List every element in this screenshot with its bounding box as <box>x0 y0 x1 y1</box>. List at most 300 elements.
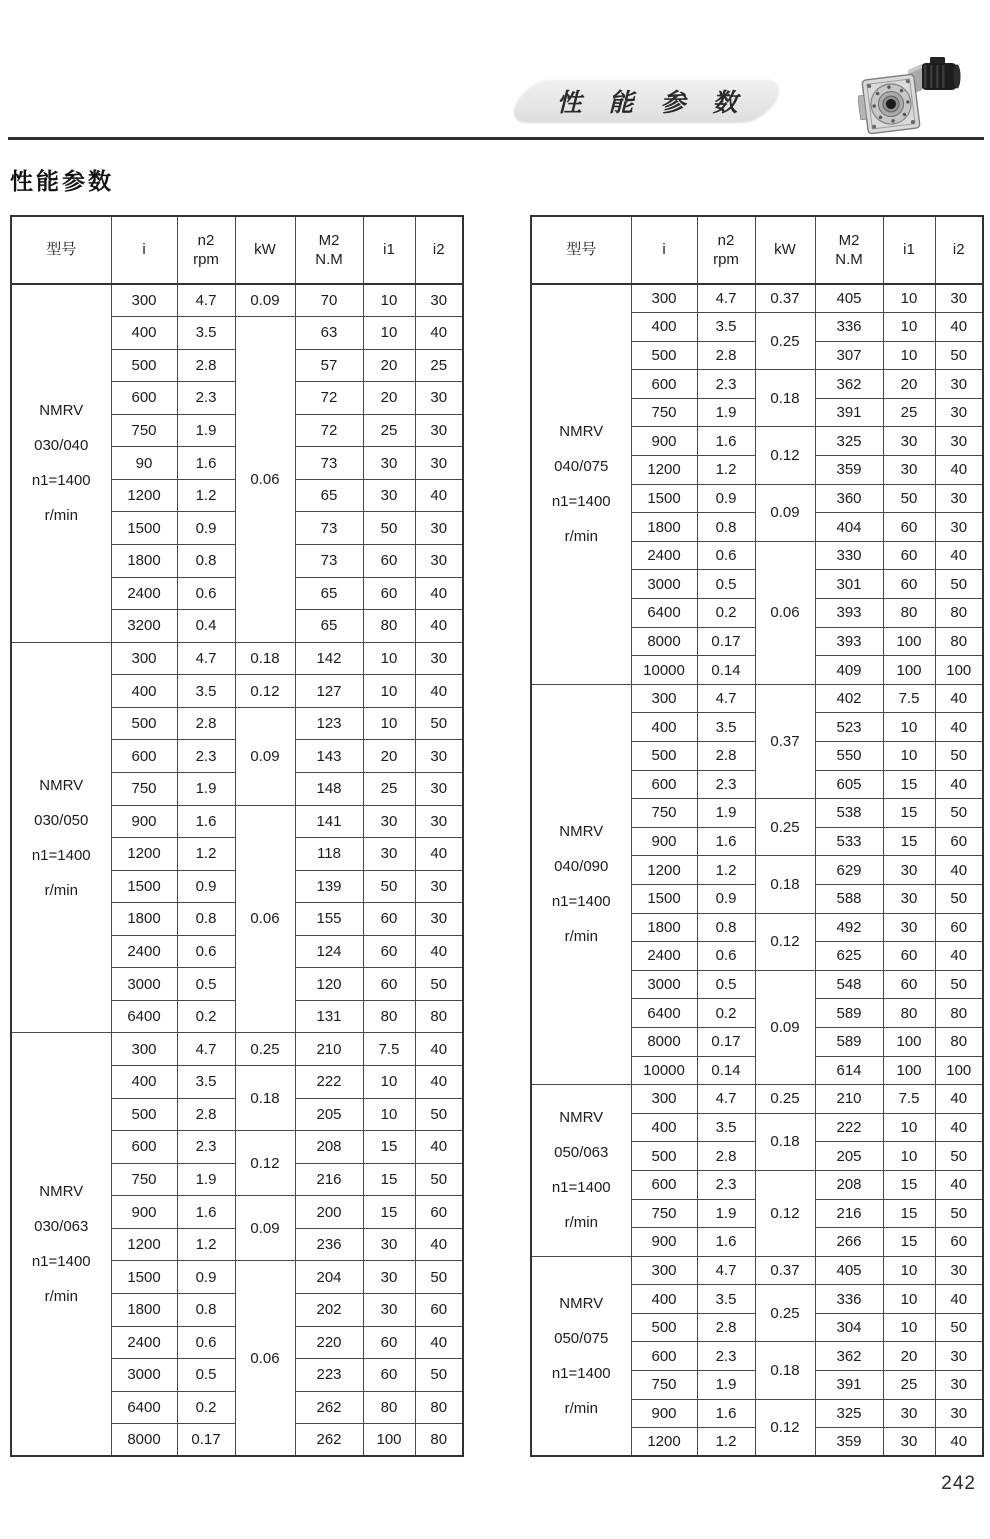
cell-kw: 0.06 <box>235 317 295 643</box>
cell-m2: 139 <box>295 870 363 903</box>
cell-m2: 142 <box>295 642 363 675</box>
cell-i2: 50 <box>935 1199 983 1228</box>
cell-n2: 0.8 <box>177 545 235 578</box>
cell-i: 400 <box>631 1113 697 1142</box>
cell-i: 6400 <box>111 1000 177 1033</box>
cell-i1: 100 <box>883 627 935 656</box>
cell-i1: 60 <box>363 1326 415 1359</box>
cell-n2: 0.9 <box>177 512 235 545</box>
cell-i1: 30 <box>883 456 935 485</box>
cell-i1: 10 <box>363 284 415 317</box>
cell-i: 1500 <box>111 512 177 545</box>
cell-i1: 15 <box>883 1170 935 1199</box>
cell-i1: 50 <box>883 484 935 513</box>
banner-title: 性 能 参 数 <box>556 88 748 117</box>
cell-i1: 20 <box>883 370 935 399</box>
cell-i1: 30 <box>363 1228 415 1261</box>
cell-kw: 0.09 <box>755 484 815 541</box>
table-row <box>11 1033 463 1066</box>
cell-i2: 30 <box>415 512 463 545</box>
cell-m2: 589 <box>815 1027 883 1056</box>
cell-m2: 405 <box>815 284 883 313</box>
cell-n2: 3.5 <box>177 317 235 350</box>
cell-i2: 50 <box>935 341 983 370</box>
cell-i: 300 <box>631 684 697 713</box>
table-row <box>11 284 463 317</box>
cell-n2: 1.6 <box>697 1228 755 1257</box>
cell-i: 3000 <box>631 970 697 999</box>
cell-i1: 100 <box>883 656 935 685</box>
cell-i2: 30 <box>935 1256 983 1285</box>
cell-m2: 393 <box>815 599 883 628</box>
cell-n2: 1.2 <box>697 456 755 485</box>
cell-i1: 10 <box>883 1113 935 1142</box>
cell-i1: 10 <box>883 742 935 771</box>
cell-i: 750 <box>631 1371 697 1400</box>
cell-i2: 40 <box>935 1085 983 1114</box>
cell-n2: 2.3 <box>177 740 235 773</box>
cell-i2: 50 <box>935 1313 983 1342</box>
column-header-model: 型号 <box>531 216 631 284</box>
cell-m2: 492 <box>815 913 883 942</box>
cell-n2: 1.9 <box>177 772 235 805</box>
model-cell: NMRV 050/063 n1=1400 r/min <box>531 1085 631 1257</box>
cell-i1: 10 <box>883 713 935 742</box>
cell-m2: 124 <box>295 935 363 968</box>
cell-m2: 336 <box>815 1285 883 1314</box>
cell-i1: 25 <box>883 1371 935 1400</box>
cell-i1: 10 <box>363 317 415 350</box>
cell-i: 300 <box>631 1256 697 1285</box>
cell-i1: 60 <box>363 577 415 610</box>
cell-n2: 0.17 <box>177 1424 235 1457</box>
cell-i1: 30 <box>363 1293 415 1326</box>
table-row <box>531 284 983 313</box>
cell-m2: 148 <box>295 772 363 805</box>
cell-i: 750 <box>631 1199 697 1228</box>
cell-m2: 262 <box>295 1391 363 1424</box>
cell-i1: 100 <box>363 1424 415 1457</box>
header-row <box>11 216 463 284</box>
cell-n2: 4.7 <box>697 684 755 713</box>
cell-i: 3000 <box>111 968 177 1001</box>
cell-i2: 40 <box>935 942 983 971</box>
cell-m2: 131 <box>295 1000 363 1033</box>
cell-m2: 262 <box>295 1424 363 1457</box>
cell-i: 2400 <box>111 935 177 968</box>
cell-i1: 30 <box>363 447 415 480</box>
cell-n2: 0.6 <box>697 541 755 570</box>
cell-i: 400 <box>631 713 697 742</box>
cell-n2: 1.6 <box>177 1196 235 1229</box>
cell-m2: 336 <box>815 313 883 342</box>
cell-kw: 0.09 <box>755 970 815 1084</box>
cell-i1: 10 <box>363 642 415 675</box>
cell-m2: 391 <box>815 1371 883 1400</box>
column-header-i1: i1 <box>363 216 415 284</box>
model-cell: NMRV 030/050 n1=1400 r/min <box>11 642 111 1033</box>
cell-i2: 30 <box>415 642 463 675</box>
cell-i: 600 <box>111 382 177 415</box>
cell-kw: 0.18 <box>755 1113 815 1170</box>
cell-i: 300 <box>111 1033 177 1066</box>
cell-i1: 30 <box>363 1261 415 1294</box>
cell-i: 1200 <box>111 1228 177 1261</box>
cell-i2: 30 <box>415 903 463 936</box>
cell-i1: 10 <box>883 1256 935 1285</box>
cell-i1: 30 <box>883 1428 935 1457</box>
cell-i2: 30 <box>415 284 463 317</box>
cell-i: 300 <box>111 284 177 317</box>
cell-n2: 0.9 <box>697 484 755 513</box>
cell-kw: 0.06 <box>755 541 815 684</box>
cell-i: 900 <box>111 1196 177 1229</box>
cell-i1: 20 <box>363 740 415 773</box>
cell-i2: 40 <box>415 935 463 968</box>
cell-n2: 1.2 <box>177 1228 235 1261</box>
cell-n2: 0.4 <box>177 610 235 643</box>
cell-i2: 50 <box>935 799 983 828</box>
cell-i1: 20 <box>883 1342 935 1371</box>
column-header-m2: M2 N.M <box>815 216 883 284</box>
cell-i2: 30 <box>935 1371 983 1400</box>
cell-kw: 0.25 <box>755 799 815 856</box>
cell-m2: 65 <box>295 577 363 610</box>
cell-i: 6400 <box>631 999 697 1028</box>
cell-n2: 1.6 <box>697 827 755 856</box>
cell-i1: 15 <box>883 827 935 856</box>
cell-i: 1500 <box>111 1261 177 1294</box>
cell-i2: 40 <box>935 456 983 485</box>
cell-kw: 0.18 <box>755 856 815 913</box>
cell-n2: 0.9 <box>697 884 755 913</box>
cell-m2: 63 <box>295 317 363 350</box>
cell-m2: 588 <box>815 884 883 913</box>
cell-m2: 222 <box>295 1066 363 1099</box>
cell-i2: 60 <box>935 827 983 856</box>
cell-i: 600 <box>631 1342 697 1371</box>
cell-i1: 10 <box>883 313 935 342</box>
cell-m2: 141 <box>295 805 363 838</box>
cell-i1: 60 <box>883 513 935 542</box>
cell-m2: 405 <box>815 1256 883 1285</box>
cell-n2: 3.5 <box>697 1285 755 1314</box>
cell-m2: 236 <box>295 1228 363 1261</box>
cell-n2: 3.5 <box>177 675 235 708</box>
cell-n2: 0.8 <box>697 513 755 542</box>
cell-i: 900 <box>631 1228 697 1257</box>
cell-i: 10000 <box>631 656 697 685</box>
cell-i2: 50 <box>935 1142 983 1171</box>
cell-i: 90 <box>111 447 177 480</box>
cell-i2: 80 <box>935 999 983 1028</box>
cell-m2: 123 <box>295 707 363 740</box>
column-header-n2: n2 rpm <box>177 216 235 284</box>
cell-m2: 222 <box>815 1113 883 1142</box>
column-header-kw: kW <box>235 216 295 284</box>
cell-i1: 60 <box>363 903 415 936</box>
cell-i2: 30 <box>415 414 463 447</box>
cell-m2: 266 <box>815 1228 883 1257</box>
cell-i2: 100 <box>935 1056 983 1085</box>
cell-i: 3000 <box>111 1359 177 1392</box>
cell-i: 6400 <box>111 1391 177 1424</box>
cell-m2: 360 <box>815 484 883 513</box>
cell-i2: 30 <box>415 740 463 773</box>
cell-m2: 120 <box>295 968 363 1001</box>
cell-i2: 80 <box>935 1027 983 1056</box>
cell-m2: 614 <box>815 1056 883 1085</box>
cell-n2: 1.9 <box>177 1163 235 1196</box>
table-row <box>531 1085 983 1114</box>
cell-i2: 40 <box>415 479 463 512</box>
cell-m2: 605 <box>815 770 883 799</box>
cell-i1: 10 <box>883 284 935 313</box>
cell-i: 2400 <box>631 942 697 971</box>
cell-n2: 0.17 <box>697 627 755 656</box>
cell-i: 600 <box>111 740 177 773</box>
cell-m2: 73 <box>295 447 363 480</box>
cell-i2: 40 <box>415 610 463 643</box>
cell-n2: 0.5 <box>177 968 235 1001</box>
cell-i2: 25 <box>415 349 463 382</box>
cell-m2: 204 <box>295 1261 363 1294</box>
tables-container <box>10 215 984 1457</box>
cell-i1: 15 <box>363 1196 415 1229</box>
cell-m2: 304 <box>815 1313 883 1342</box>
cell-n2: 4.7 <box>697 1085 755 1114</box>
cell-i1: 20 <box>363 382 415 415</box>
column-header-i: i <box>111 216 177 284</box>
cell-i2: 50 <box>415 1359 463 1392</box>
cell-m2: 127 <box>295 675 363 708</box>
cell-kw: 0.09 <box>235 284 295 317</box>
cell-m2: 205 <box>815 1142 883 1171</box>
cell-i2: 100 <box>935 656 983 685</box>
cell-m2: 143 <box>295 740 363 773</box>
column-header-model: 型号 <box>11 216 111 284</box>
cell-n2: 0.14 <box>697 656 755 685</box>
cell-i1: 80 <box>363 1000 415 1033</box>
cell-i1: 15 <box>363 1131 415 1164</box>
cell-n2: 0.2 <box>177 1000 235 1033</box>
cell-kw: 0.12 <box>235 675 295 708</box>
cell-kw: 0.18 <box>755 370 815 427</box>
cell-n2: 0.2 <box>177 1391 235 1424</box>
cell-i: 500 <box>111 349 177 382</box>
cell-n2: 3.5 <box>697 713 755 742</box>
cell-m2: 65 <box>295 479 363 512</box>
cell-kw: 0.18 <box>235 642 295 675</box>
cell-i2: 50 <box>415 968 463 1001</box>
cell-i1: 10 <box>883 341 935 370</box>
cell-m2: 208 <box>815 1170 883 1199</box>
cell-i1: 100 <box>883 1056 935 1085</box>
cell-n2: 2.3 <box>697 370 755 399</box>
cell-n2: 0.6 <box>177 1326 235 1359</box>
cell-n2: 0.9 <box>177 870 235 903</box>
cell-i: 2400 <box>111 1326 177 1359</box>
cell-n2: 1.2 <box>697 1428 755 1457</box>
cell-m2: 391 <box>815 398 883 427</box>
cell-kw: 0.12 <box>755 1399 815 1456</box>
cell-i2: 40 <box>415 1131 463 1164</box>
cell-i: 1500 <box>631 484 697 513</box>
cell-n2: 3.5 <box>177 1066 235 1099</box>
cell-m2: 359 <box>815 456 883 485</box>
cell-m2: 362 <box>815 370 883 399</box>
cell-i: 750 <box>631 398 697 427</box>
cell-n2: 0.2 <box>697 999 755 1028</box>
cell-i2: 30 <box>935 1399 983 1428</box>
cell-i1: 30 <box>363 479 415 512</box>
cell-i: 2400 <box>631 541 697 570</box>
cell-m2: 57 <box>295 349 363 382</box>
cell-m2: 402 <box>815 684 883 713</box>
cell-i1: 7.5 <box>363 1033 415 1066</box>
cell-i2: 80 <box>415 1424 463 1457</box>
cell-i2: 40 <box>415 317 463 350</box>
cell-i1: 30 <box>883 884 935 913</box>
table-row <box>11 642 463 675</box>
cell-i1: 100 <box>883 1027 935 1056</box>
cell-i2: 40 <box>415 838 463 871</box>
cell-i2: 50 <box>415 1163 463 1196</box>
cell-i1: 25 <box>883 398 935 427</box>
cell-i2: 50 <box>935 970 983 999</box>
cell-i1: 30 <box>883 856 935 885</box>
column-header-m2: M2 N.M <box>295 216 363 284</box>
cell-n2: 2.3 <box>697 1170 755 1199</box>
cell-i1: 10 <box>883 1142 935 1171</box>
column-header-i2: i2 <box>935 216 983 284</box>
cell-n2: 0.2 <box>697 599 755 628</box>
cell-i2: 80 <box>415 1391 463 1424</box>
cell-i1: 60 <box>883 970 935 999</box>
cell-i1: 15 <box>883 1199 935 1228</box>
cell-n2: 1.2 <box>697 856 755 885</box>
cell-m2: 533 <box>815 827 883 856</box>
cell-kw: 0.09 <box>235 707 295 805</box>
cell-i: 750 <box>631 799 697 828</box>
cell-i2: 40 <box>415 1066 463 1099</box>
model-cell: NMRV 040/075 n1=1400 r/min <box>531 284 631 684</box>
cell-n2: 2.8 <box>177 349 235 382</box>
cell-i: 8000 <box>111 1424 177 1457</box>
cell-i: 1200 <box>631 456 697 485</box>
cell-i1: 30 <box>883 913 935 942</box>
cell-i: 400 <box>111 317 177 350</box>
model-cell: NMRV 040/090 n1=1400 r/min <box>531 684 631 1084</box>
cell-n2: 1.9 <box>697 799 755 828</box>
cell-m2: 72 <box>295 414 363 447</box>
cell-i1: 7.5 <box>883 1085 935 1114</box>
cell-i1: 10 <box>363 1066 415 1099</box>
cell-m2: 393 <box>815 627 883 656</box>
cell-i1: 20 <box>363 349 415 382</box>
cell-i2: 40 <box>415 1033 463 1066</box>
cell-i1: 80 <box>363 1391 415 1424</box>
cell-i2: 40 <box>935 1285 983 1314</box>
cell-i: 500 <box>111 707 177 740</box>
cell-i: 900 <box>631 427 697 456</box>
cell-n2: 2.3 <box>697 770 755 799</box>
cell-i2: 50 <box>415 1261 463 1294</box>
cell-n2: 1.6 <box>177 805 235 838</box>
cell-i1: 30 <box>883 1399 935 1428</box>
cell-m2: 118 <box>295 838 363 871</box>
cell-m2: 404 <box>815 513 883 542</box>
cell-i1: 30 <box>883 427 935 456</box>
cell-i: 1500 <box>631 884 697 913</box>
cell-n2: 3.5 <box>697 313 755 342</box>
column-header-i1: i1 <box>883 216 935 284</box>
cell-i2: 30 <box>935 484 983 513</box>
cell-i2: 40 <box>415 1326 463 1359</box>
cell-i1: 15 <box>363 1163 415 1196</box>
cell-i: 1200 <box>111 479 177 512</box>
cell-i1: 30 <box>363 838 415 871</box>
cell-i2: 40 <box>415 675 463 708</box>
cell-kw: 0.18 <box>755 1342 815 1399</box>
table-row <box>531 684 983 713</box>
cell-m2: 538 <box>815 799 883 828</box>
cell-n2: 0.5 <box>177 1359 235 1392</box>
cell-i2: 30 <box>935 1342 983 1371</box>
cell-i1: 15 <box>883 770 935 799</box>
cell-m2: 202 <box>295 1293 363 1326</box>
cell-n2: 2.3 <box>177 1131 235 1164</box>
page-number: 242 <box>941 1473 976 1494</box>
column-header-kw: kW <box>755 216 815 284</box>
cell-n2: 3.5 <box>697 1113 755 1142</box>
cell-n2: 4.7 <box>697 1256 755 1285</box>
cell-i1: 80 <box>883 999 935 1028</box>
cell-i1: 60 <box>363 1359 415 1392</box>
cell-n2: 2.3 <box>177 382 235 415</box>
cell-i: 600 <box>631 370 697 399</box>
cell-i2: 40 <box>935 541 983 570</box>
column-header-i2: i2 <box>415 216 463 284</box>
cell-i: 750 <box>111 772 177 805</box>
cell-i1: 10 <box>363 675 415 708</box>
cell-i2: 40 <box>935 684 983 713</box>
cell-i2: 30 <box>415 382 463 415</box>
gearbox-product-image <box>858 54 966 140</box>
cell-m2: 550 <box>815 742 883 771</box>
cell-m2: 325 <box>815 427 883 456</box>
cell-i: 500 <box>631 1313 697 1342</box>
cell-n2: 0.6 <box>697 942 755 971</box>
cell-i2: 60 <box>935 913 983 942</box>
cell-i1: 25 <box>363 772 415 805</box>
cell-i: 8000 <box>631 627 697 656</box>
cell-kw: 0.37 <box>755 684 815 798</box>
cell-i2: 30 <box>935 398 983 427</box>
cell-i1: 80 <box>363 610 415 643</box>
cell-kw: 0.25 <box>755 313 815 370</box>
cell-i: 10000 <box>631 1056 697 1085</box>
cell-i2: 30 <box>935 284 983 313</box>
cell-i1: 7.5 <box>883 684 935 713</box>
cell-m2: 210 <box>295 1033 363 1066</box>
cell-n2: 2.8 <box>697 341 755 370</box>
cell-n2: 0.5 <box>697 970 755 999</box>
performance-table-right <box>530 215 984 1457</box>
cell-i: 1800 <box>631 913 697 942</box>
cell-m2: 629 <box>815 856 883 885</box>
cell-n2: 2.8 <box>177 1098 235 1131</box>
